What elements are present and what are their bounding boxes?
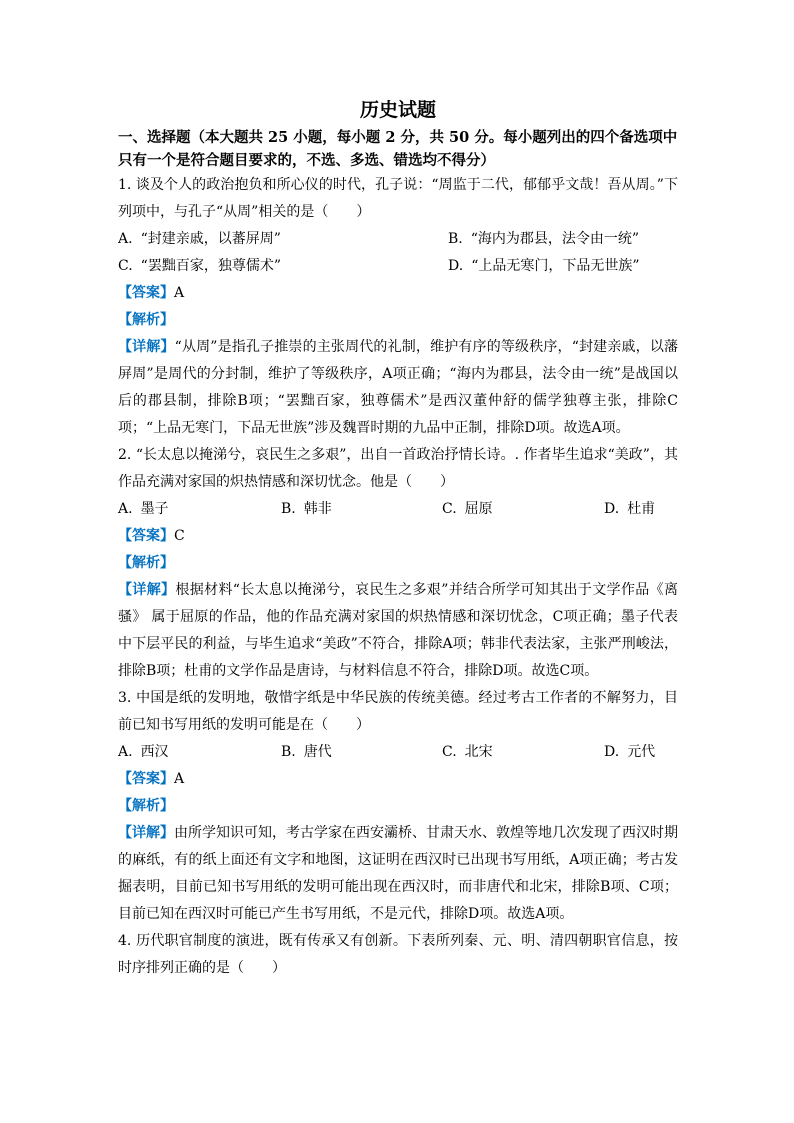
option-a: A. 西汉 xyxy=(118,744,169,760)
question-stem: 4. 历代职官制度的演进，既有传承又有创新。下表所列秦、元、明、清四朝职官信息，按时序排列正确的是（ ） xyxy=(118,933,678,976)
option-d: D. 元代 xyxy=(604,744,656,760)
answer-label: 【答案】 xyxy=(118,285,174,301)
question-1 xyxy=(118,172,678,442)
detail-text: 由所学知识可知，考古学家在西安灞桥、甘肃天水、敦煌等地几次发现了西汉时期的麻纸，有的纸上面还有文字和地图，这证明在西汉时已出现书写用纸，A项正确；考古发掘表明，目前已知书写用纸的发明可能出现在西汉时，而非唐代和北宋，排除B项、C项；目前已知在西汉时可能已产生书写用纸，不是元代，排除D项。故选A项。 xyxy=(118,825,678,922)
question-stem: 1. 谈及个人的政治抱负和所心仪的时代，孔子说：“周监于二代，郁郁乎文哉！吾从周。”下列项中，与孔子“从周”相关的是（ ） xyxy=(118,177,678,220)
page-title: 历史试题 xyxy=(359,99,436,121)
option-c: C. 北宋 xyxy=(442,744,493,760)
answer-line xyxy=(118,280,678,307)
answer-value: A xyxy=(174,771,185,787)
analysis-label: 【解析】 xyxy=(118,312,174,328)
answer-label: 【答案】 xyxy=(118,528,174,544)
detail-text: 根据材料“长太息以掩涕兮，哀民生之多艰”并结合所学可知其出于文学作品《离骚》 属于屈原的作品，他的作品充满对家国的炽热情感和深切忧念，C项正确；墨子代表中下层平民的利益，与毕生追求“美政”不符合，排除A项；韩非代表法家，主张严刑峻法，排除B项；杜甫的文学作品是唐诗，与材料信息不符合，排除D项。故选C项。 xyxy=(118,582,679,679)
option-c: C. 屈原 xyxy=(442,501,493,517)
option-a: A. 墨子 xyxy=(118,501,169,517)
option-b: B. 韩非 xyxy=(281,501,332,517)
detail-text: “从周”是指孔子推崇的主张周代的礼制，维护有序的等级秩序，“封建亲戚，以藩屏周”是周代的分封制，维护了等级秩序，A项正确；“海内为郡县，法令由一统”是战国以后的郡县制，排除B项；“罢黜百家，独尊儒术”是西汉董仲舒的儒学独尊主张，排除C项；“上品无寒门，下品无世族”涉及魏晋时期的九品中正制，排除D项。故选A项。 xyxy=(118,339,678,436)
question-3 xyxy=(118,685,678,928)
answer-value: A xyxy=(174,285,185,301)
detail-paragraph xyxy=(118,334,678,442)
answer-line xyxy=(118,766,678,793)
question-stem: 3. 中国是纸的发明地，敬惜字纸是中华民族的传统美德。经过考古工作者的不解努力，目前已知书写用纸的发明可能是在（ ） xyxy=(118,690,678,733)
analysis-line xyxy=(118,550,678,577)
option-a: A. “封建亲戚，以蕃屏周” xyxy=(118,231,281,247)
analysis-line xyxy=(118,307,678,334)
detail-paragraph xyxy=(118,577,678,685)
option-b: B. “海内为郡县，法令由一统” xyxy=(448,231,640,247)
analysis-label: 【解析】 xyxy=(118,555,174,571)
analysis-label: 【解析】 xyxy=(118,798,174,814)
section-heading: 一、选择题（本大题共 25 小题，每小题 2 分，共 50 分。每小题列出的四个备选项中只有一个是符合题目要求的，不选、多选、错选均不得分） xyxy=(118,129,678,169)
exam-page xyxy=(118,96,678,982)
options-grid xyxy=(118,739,678,766)
detail-paragraph xyxy=(118,820,678,928)
options-grid xyxy=(118,226,678,280)
answer-value: C xyxy=(174,528,185,544)
option-c: C. “罢黜百家，独尊儒术” xyxy=(118,258,281,274)
option-d: D. “上品无寒门，下品无世族” xyxy=(448,258,640,274)
question-2 xyxy=(118,442,678,685)
detail-label: 【详解】 xyxy=(118,582,176,598)
option-d: D. 杜甫 xyxy=(604,501,656,517)
detail-label: 【详解】 xyxy=(118,825,174,841)
answer-label: 【答案】 xyxy=(118,771,174,787)
analysis-line xyxy=(118,793,678,820)
question-4 xyxy=(118,928,678,982)
detail-label: 【详解】 xyxy=(118,339,175,355)
option-b: B. 唐代 xyxy=(281,744,332,760)
answer-line xyxy=(118,523,678,550)
options-grid xyxy=(118,496,678,523)
question-stem: 2. “长太息以掩涕兮，哀民生之多艰”，出自一首政治抒情长诗。. 作者毕生追求“美政”，其作品充满对家国的炽热情感和深切忧念。他是（ ） xyxy=(118,447,678,490)
